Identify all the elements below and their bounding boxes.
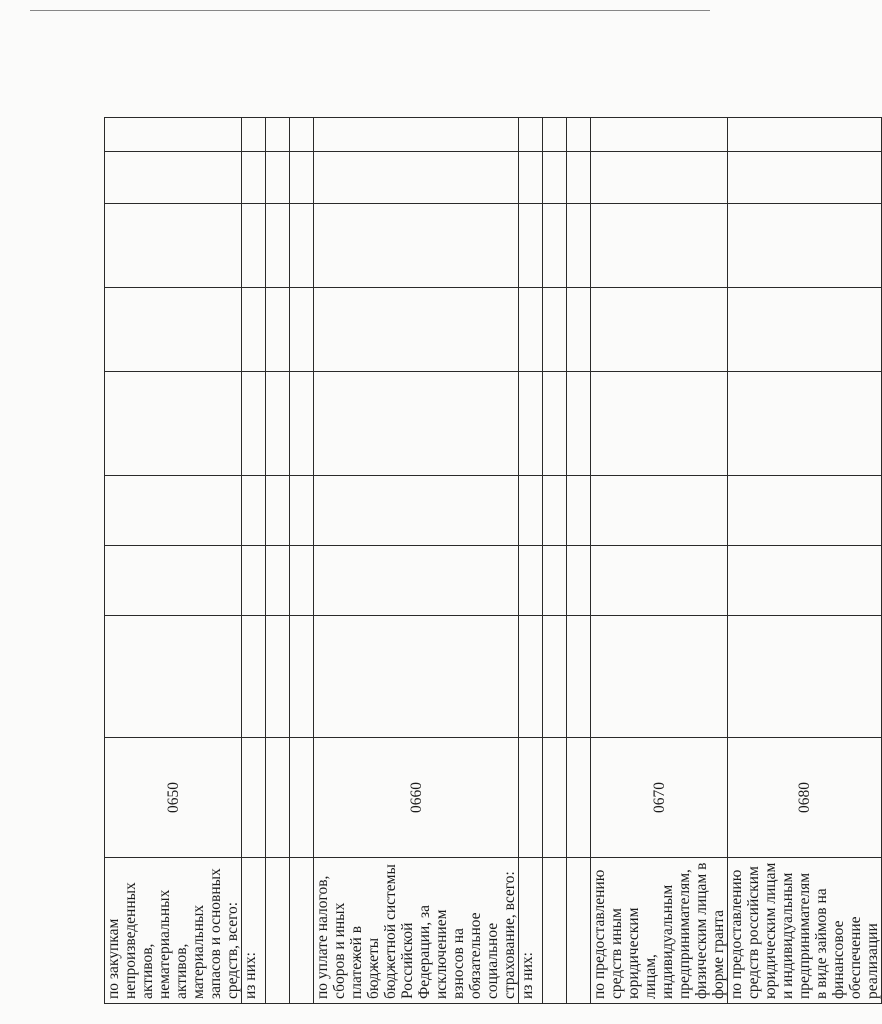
table-cell	[728, 476, 882, 546]
table-cell	[567, 152, 591, 204]
row-code: 0680	[728, 738, 882, 858]
table-cell	[266, 476, 290, 546]
table-cell	[567, 476, 591, 546]
table-cell	[543, 546, 567, 616]
table-cell	[567, 204, 591, 288]
row-code	[543, 738, 567, 858]
row-label: из них:	[242, 858, 266, 1004]
table-cell	[543, 152, 567, 204]
table-cell	[290, 288, 314, 372]
row-label	[567, 858, 591, 1004]
table-cell	[290, 476, 314, 546]
table-cell	[519, 288, 543, 372]
table-cell	[105, 288, 242, 372]
table-cell	[543, 288, 567, 372]
table-cell	[242, 546, 266, 616]
table-cell	[519, 152, 543, 204]
table-cell	[314, 372, 519, 476]
table-cell	[314, 616, 519, 738]
table-cell	[543, 476, 567, 546]
table-cell	[591, 546, 728, 616]
table-cell	[242, 152, 266, 204]
financial-table	[104, 117, 882, 1004]
table-cell	[519, 616, 543, 738]
table-cell	[242, 476, 266, 546]
rotated-table-area	[104, 118, 881, 1004]
table-cell	[519, 476, 543, 546]
table-cell	[266, 204, 290, 288]
row-label	[543, 858, 567, 1004]
table-cell	[290, 372, 314, 476]
table-cell	[591, 288, 728, 372]
table-cell	[314, 118, 519, 152]
table-cell	[314, 288, 519, 372]
table-cell	[543, 118, 567, 152]
table-cell	[567, 546, 591, 616]
table-cell	[728, 372, 882, 476]
table-cell	[591, 616, 728, 738]
table-cell	[266, 616, 290, 738]
table-cell	[105, 476, 242, 546]
table-cell	[543, 372, 567, 476]
table-cell	[266, 118, 290, 152]
table-row	[290, 118, 314, 1004]
table-row	[543, 118, 567, 1004]
table-cell	[314, 204, 519, 288]
table-cell	[105, 616, 242, 738]
table-cell	[519, 372, 543, 476]
table-rotator	[104, 118, 881, 1004]
row-label: по предоставлению средств российским юридическим лицам и индивидуальным предпринимателям в виде займов на финансовое обеспечение реализации	[728, 858, 882, 1004]
table-cell	[728, 152, 882, 204]
row-label	[290, 858, 314, 1004]
table-cell	[242, 372, 266, 476]
table-cell	[105, 152, 242, 204]
table-cell	[314, 476, 519, 546]
table-cell	[591, 372, 728, 476]
table-cell	[519, 204, 543, 288]
row-label: по закупкам непроизведенных активов, нематериальных активов, материальных запасов и основных средств, всего:	[105, 858, 242, 1004]
row-label: из них:	[519, 858, 543, 1004]
table-row	[242, 118, 266, 1004]
scan-edge-line	[30, 10, 710, 11]
table-cell	[728, 288, 882, 372]
table-cell	[105, 118, 242, 152]
table-cell	[519, 118, 543, 152]
table-cell	[105, 546, 242, 616]
row-code: 0670	[591, 738, 728, 858]
row-label	[266, 858, 290, 1004]
table-cell	[567, 372, 591, 476]
table-cell	[266, 288, 290, 372]
table-cell	[266, 372, 290, 476]
table-cell	[591, 204, 728, 288]
row-code	[242, 738, 266, 858]
table-cell	[314, 546, 519, 616]
table-cell	[266, 546, 290, 616]
table-cell	[728, 546, 882, 616]
table-cell	[591, 152, 728, 204]
table-cell	[242, 616, 266, 738]
table-row	[567, 118, 591, 1004]
table-cell	[290, 616, 314, 738]
row-code: 0660	[314, 738, 519, 858]
row-code	[519, 738, 543, 858]
table-cell	[290, 546, 314, 616]
table-row-0660	[314, 118, 519, 1004]
table-cell	[290, 152, 314, 204]
table-cell	[728, 616, 882, 738]
table-cell	[543, 616, 567, 738]
table-cell	[567, 118, 591, 152]
table-cell	[290, 204, 314, 288]
table-cell	[567, 616, 591, 738]
table-cell	[242, 288, 266, 372]
row-label: по предоставлению средств иным юридическим лицам, индивидуальным предпринимателям, физическим лицам в форме гранта	[591, 858, 728, 1004]
table-row-0670	[591, 118, 728, 1004]
row-label: по уплате налогов, сборов и иных платежей в бюджеты бюджетной системы Российской Федерации, за исключением взносов на обязательное социальное страхование, всего:	[314, 858, 519, 1004]
table-row	[266, 118, 290, 1004]
table-cell	[266, 152, 290, 204]
table-row	[519, 118, 543, 1004]
table-cell	[242, 204, 266, 288]
table-cell	[728, 204, 882, 288]
row-code: 0650	[105, 738, 242, 858]
table-cell	[519, 546, 543, 616]
table-cell	[105, 372, 242, 476]
row-code	[567, 738, 591, 858]
table-cell	[314, 152, 519, 204]
table-cell	[242, 118, 266, 152]
row-code	[266, 738, 290, 858]
table-cell	[105, 204, 242, 288]
table-cell	[567, 288, 591, 372]
table-row-0680	[728, 118, 882, 1004]
table-cell	[290, 118, 314, 152]
table-cell	[543, 204, 567, 288]
table-cell	[591, 476, 728, 546]
table-cell	[591, 118, 728, 152]
table-row-0650	[105, 118, 242, 1004]
table-cell	[728, 118, 882, 152]
row-code	[290, 738, 314, 858]
